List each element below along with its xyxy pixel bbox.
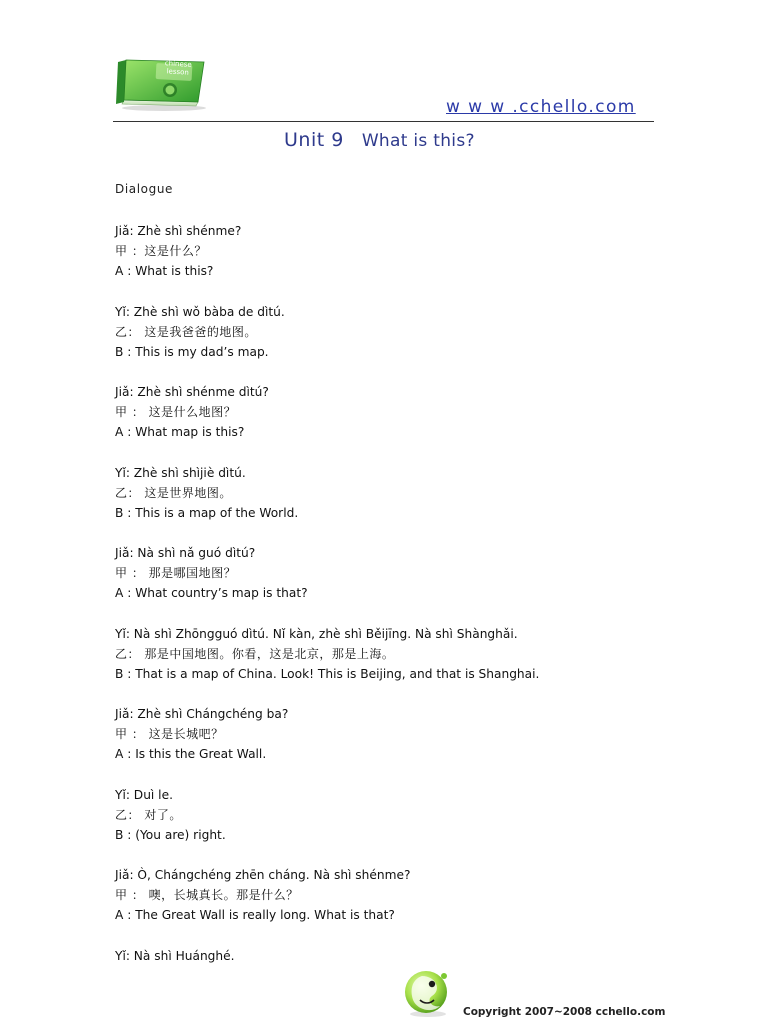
dialogue-exchange: [115, 543, 675, 624]
pinyin-line: Yǐ: Nà shì Zhōngguó dìtú. Nǐ kàn, zhè shì Běijīng. Nà shì Shànghǎi.: [115, 624, 675, 644]
english-line: B : (You are) right.: [115, 825, 675, 845]
pinyin-line: Yǐ: Duì le.: [115, 785, 675, 805]
chinese-line: 乙： 对了。: [115, 805, 675, 825]
dialogue-exchange: [115, 463, 675, 544]
dialogue-exchange: [115, 302, 675, 383]
english-line: A : What map is this?: [115, 422, 675, 442]
cchello-globe-logo: [402, 966, 454, 1018]
pinyin-line: Jiǎ: Zhè shì shénme?: [115, 221, 675, 241]
header-divider: [113, 121, 654, 122]
pinyin-line: Jiǎ: Zhè shì shénme dìtú?: [115, 382, 675, 402]
chinese-line: 乙： 那是中国地图。你看，这是北京，那是上海。: [115, 644, 675, 664]
unit-title: What is this?: [362, 131, 475, 151]
chinese-line: 乙： 这是我爸爸的地图。: [115, 322, 675, 342]
pinyin-line: Jiǎ: Ò, Chángchéng zhēn cháng. Nà shì shénme?: [115, 865, 675, 885]
unit-number: Unit 9: [284, 129, 344, 151]
pinyin-line: Jiǎ: Zhè shì Chángchéng ba?: [115, 704, 675, 724]
pinyin-line: Yǐ: Zhè shì wǒ bàba de dìtú.: [115, 302, 675, 322]
chinese-line: 乙： 这是世界地图。: [115, 483, 675, 503]
chinese-line: 甲 ：这是什么？: [115, 241, 675, 261]
section-heading: Dialogue: [115, 182, 173, 196]
page-title: [284, 129, 475, 151]
english-line: A : What country’s map is that?: [115, 583, 675, 603]
chinese-line: 甲 ： 这是长城吧？: [115, 724, 675, 744]
chinese-line: 甲 ： 噢，长城真长。那是什么？: [115, 885, 675, 905]
english-line: A : The Great Wall is really long. What is that?: [115, 905, 675, 925]
english-line: B : This is a map of the World.: [115, 503, 675, 523]
english-line: A : What is this?: [115, 261, 675, 281]
english-line: B : That is a map of China. Look! This is Beijing, and that is Shanghai.: [115, 664, 675, 684]
site-url-link[interactable]: w w w .cchello.com: [446, 97, 636, 117]
english-line: B : This is my dad’s map.: [115, 342, 675, 362]
dialogue-exchange: [115, 704, 675, 785]
dialogue-exchange: [115, 785, 675, 866]
dialogue-exchange: [115, 382, 675, 463]
logo-text: chinese lesson: [157, 59, 198, 78]
dialogue-exchange: [115, 221, 675, 302]
chinese-line: 甲 ： 这是什么地图？: [115, 402, 675, 422]
pinyin-line: Jiǎ: Nà shì nǎ guó dìtú?: [115, 543, 675, 563]
pinyin-line: Yǐ: Zhè shì shìjiè dìtú.: [115, 463, 675, 483]
copyright-text: Copyright 2007~2008 cchello.com: [463, 1006, 665, 1018]
pinyin-line: Yǐ: Nà shì Huánghé.: [115, 946, 675, 966]
dialogue-block: [115, 221, 675, 1026]
english-line: A : Is this the Great Wall.: [115, 744, 675, 764]
dialogue-exchange: [115, 624, 675, 705]
dialogue-exchange: [115, 865, 675, 946]
chinese-line: 甲 ： 那是哪国地图？: [115, 563, 675, 583]
